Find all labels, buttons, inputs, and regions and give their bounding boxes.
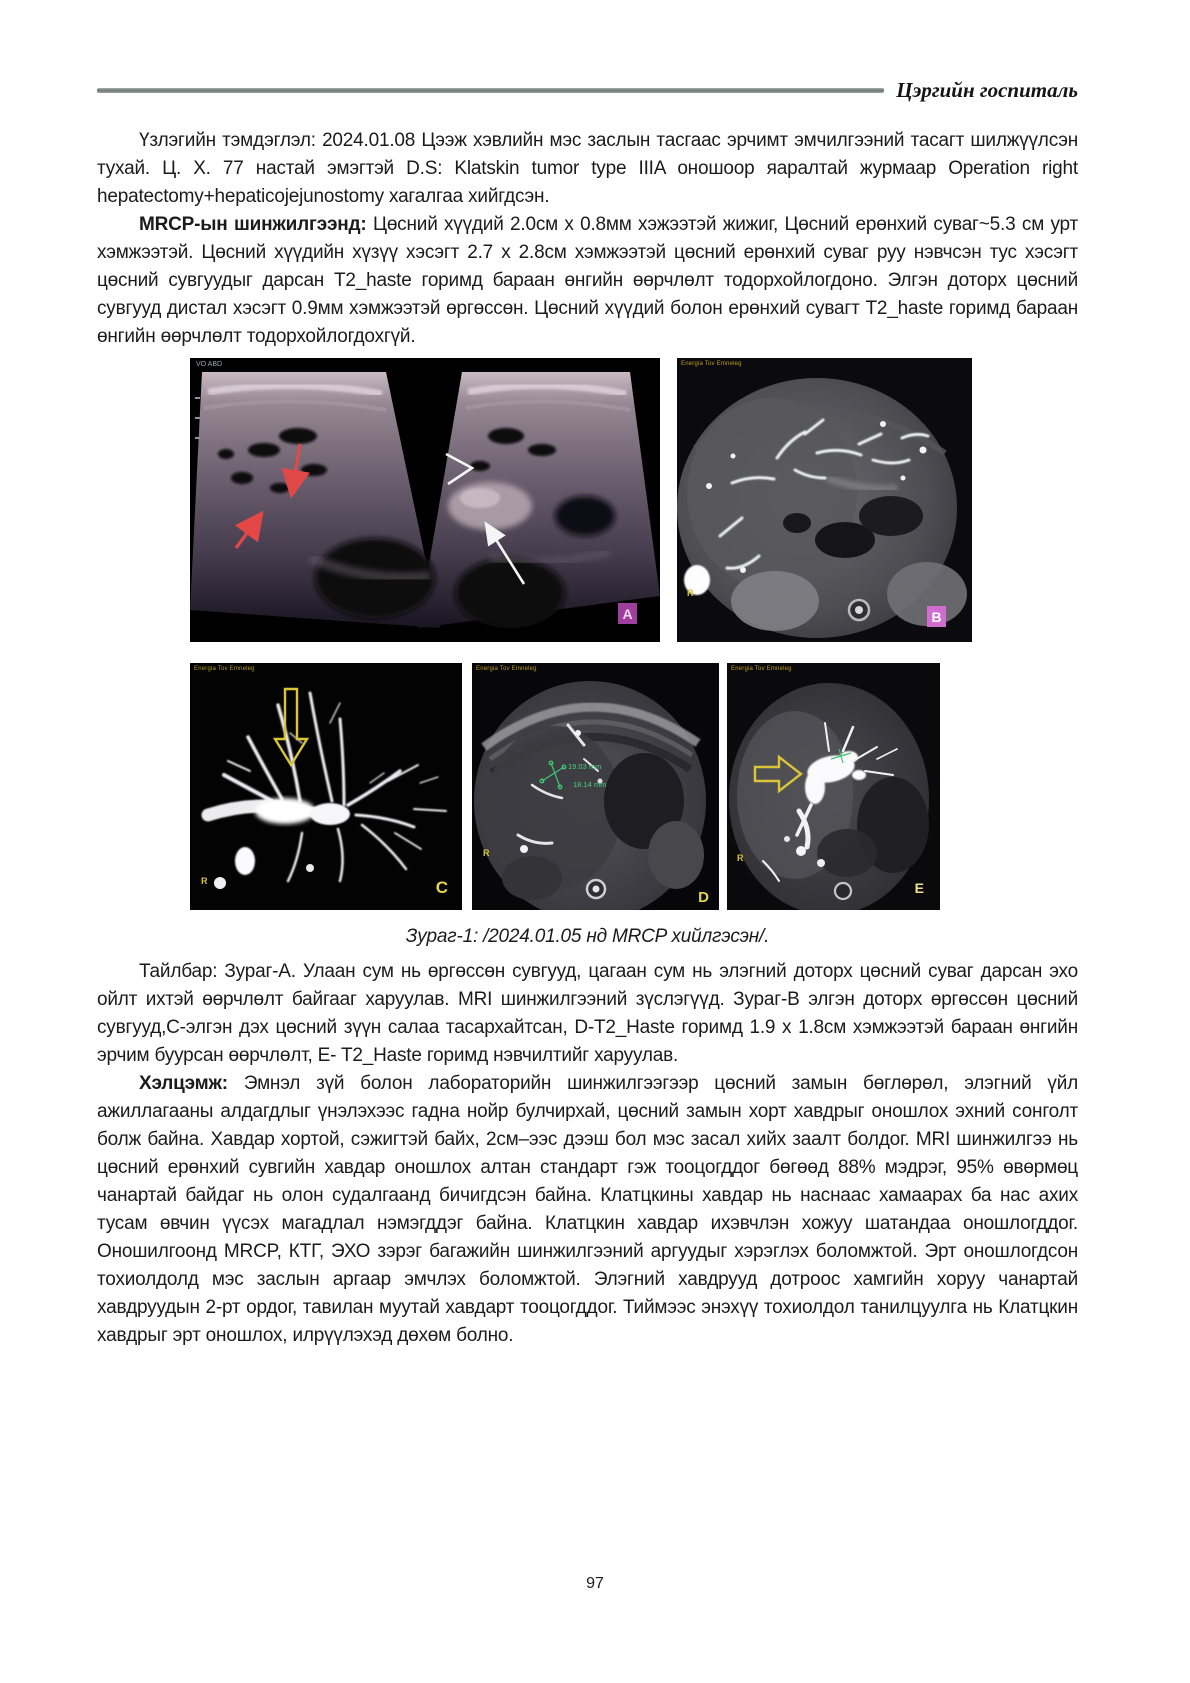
panel-label-b: B	[927, 606, 946, 627]
hospital-watermark: Energia Tov Emneleg	[194, 666, 255, 672]
mri-axial-image	[677, 358, 972, 642]
figure-panel-b-mri	[677, 358, 972, 642]
paragraph-explanation: Тайлбар: Зураг-А. Улаан сум нь өргөссөн сувгууд, цагаан сум нь элэгний доторх цөсний суваг дарсан эхо ойлт ихтэй өөрчлөлт байгааг харуулав. MRI шинжилгээний зүслэгүүд. Зураг-В элгэн доторх өргөссөн цөсний сувгууд,С-элгэн дэх цөсний зүүн салаа тасархайтсан, D-T2_Haste горимд 1.9 x 1.8см хэмжээтэй бараан өнгийн эрчим буурсан өөрчлөлт, E- T2_Haste горимд нэвчилтийг харуулав.	[97, 961, 1078, 1066]
figure-panel-d-mri	[472, 663, 719, 910]
mri-measurement-image	[472, 663, 719, 910]
header-rule	[97, 88, 884, 93]
hospital-watermark: Energia Tov Emneleg	[731, 666, 792, 672]
page-number: 97	[586, 1575, 604, 1592]
mri-infiltration-image	[727, 663, 940, 910]
figure-panel-e-mri	[727, 663, 940, 910]
panel-label-e: E	[914, 880, 924, 896]
orientation-marker-r: R	[737, 853, 744, 863]
panel-label-a: A	[618, 603, 637, 624]
figure-panel-c-mrcp	[190, 663, 462, 910]
paragraph-discussion-rest: Эмнэл зүй болон лабораторийн шинжилгээгээр цөсний замын бөглөрөл, элэгний үйл ажиллагааны алдагдлыг үнэлэхээс гадна нойр булчирхай, цөсний замын хорт хавдрыг оношлох эхний сонголт болж байна. Хавдар хортой, сэжигтэй байх, 2см–ээс дээш бол мэс засал хийх заалт болдог. MRI шинжилгээ нь цөсний ерөнхий сувгийн хавдар оношлох алтан стандарт гэж тооцогддог бөгөөд 88% мэдрэг, 95% өвөрмөц чанартай байдаг нь олон судалгаанд бичигдсэн байна. Клатцкины хавдар нь наснаас хамаарах ба нас ахих тусам өвчин үүсэх магадлал нэмэгддэг байна. Клатцкин хавдар ихэвчлэн хожуу шатандаа оношлогддог. Оношилгоонд MRCP, КТГ, ЭХО зэрэг багажийн шинжилгээний аргуудыг хэрэглэх боломжтой. Эрт оношлогдсон тохиолдолд мэс заслын аргаар эмчлэх боломжтой. Элэгний хавдрууд дотроос хамгийн хоруу чанартай хавдруудын 2-рт ордог, тавилан муутай хавдарт тооцогддог. Тиймээс энэхүү тохиолдол танилцуулга нь Клатцкин хавдрыг эрт оношлох, илрүүлэхэд дөхөм болно.	[97, 1073, 1078, 1346]
journal-title: Цэргийн госпиталь	[896, 78, 1078, 102]
figure-row-2	[97, 663, 1078, 910]
paragraph-discussion	[97, 1070, 1078, 1350]
orientation-marker-r: R	[687, 588, 694, 598]
paragraph-mrcp-lead: MRCP-ын шинжилгээнд:	[139, 214, 367, 235]
paragraph-exam-note: Үзлэгийн тэмдэглэл: 2024.01.08 Цээж хэвлийн мэс заслын тасгаас эрчимт эмчилгээний тасагт шилжүүлсэн тухай. Ц. Х. 77 настай эмэгтэй D.S: Klatskin tumor type IIIA оношоор яаралтай журмаар Operation right hepatectomy+hepaticojejunostomy хагалгаа хийгдсэн.	[97, 130, 1078, 207]
ultrasound-image	[190, 358, 660, 642]
measurement-text-1: 19.03 mm	[568, 762, 602, 771]
hospital-watermark: Energia Tov Emneleg	[476, 666, 537, 672]
orientation-marker-r: R	[483, 848, 490, 858]
panel-label-c: C	[435, 878, 448, 897]
mrcp-image	[190, 663, 462, 910]
figure-row-1	[97, 358, 1078, 642]
orientation-marker-r: R	[201, 876, 208, 886]
figure-panel-a-ultrasound	[190, 358, 660, 642]
figure-caption: Зураг-1: /2024.01.05 нд MRCP хийлгэсэн/.	[405, 926, 770, 947]
measurement-text-2: 18.14 mm	[573, 780, 607, 789]
paragraph-discussion-lead: Хэлцэмж:	[139, 1073, 228, 1094]
paragraph-mrcp-rest: Цөсний хүүдий 2.0см x 0.8мм хэжээтэй жижиг, Цөсний ерөнхий суваг~5.3 см урт хэмжээтэй. Цөсний хүүдийн хүзүү хэсэгт 2.7 x 2.8см хэмжээтэй цөсний ерөнхий суваг руу нэвчсэн тус хэсэгт цөсний сувгуудыг дарсан T2_haste горимд бараан өнгийн өөрчлөлт тодорхойлогдоно. Элгэн доторх цөсний сувгууд дистал хэсэгт 0.9мм хэмжээтэй өргөссөн. Цөсний хүүдий болон ерөнхий сувагт T2_haste горимд бараан өнгийн өөрчлөлт тодорхойлогдохгүй.	[97, 214, 1078, 347]
paragraph-mrcp-findings	[97, 211, 1078, 351]
ultrasound-corner-text: VO ABD	[196, 361, 223, 368]
panel-label-d: D	[698, 889, 709, 906]
hospital-watermark: Energia Tov Emneleg	[681, 361, 742, 367]
page-header	[97, 0, 1078, 103]
